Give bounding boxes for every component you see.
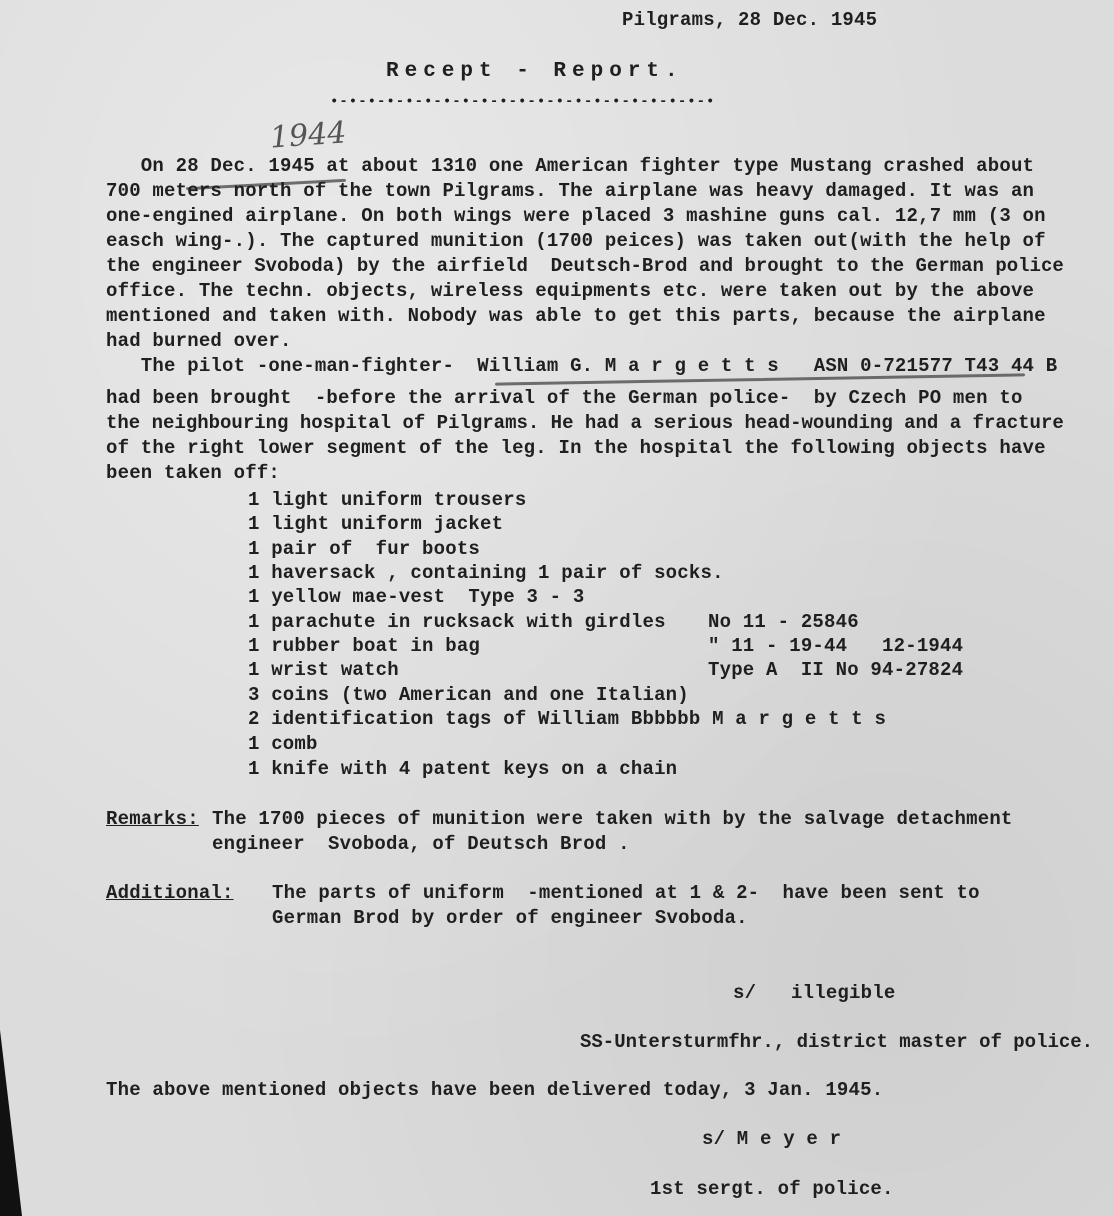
remarks-line: The 1700 pieces of munition were taken with by the salvage detachment	[212, 808, 1013, 830]
list-item: 1 pair of fur boots	[248, 538, 481, 560]
body-line: mentioned and taken with. Nobody was able to get this parts, because the airplane	[106, 305, 1046, 327]
list-item: 1 comb	[248, 733, 318, 755]
body-line: been taken off:	[106, 462, 281, 484]
additional-line: The parts of uniform -mentioned at 1 & 2- have been sent to	[272, 882, 980, 904]
body-line: the neighbouring hospital of Pilgrams. He had a serious head-wounding and a fracture	[106, 412, 1064, 434]
body-line: The pilot -one-man-fighter- William G. M a r g e t t s ASN 0-721577 T43 44 B	[106, 355, 1058, 377]
body-line: easch wing-.). The captured munition (1700 peices) was taken out(with the help of	[106, 230, 1046, 252]
list-item: 1 light uniform trousers	[248, 489, 527, 511]
list-item-reference: " 11 - 19-44 12-1944	[708, 635, 964, 657]
body-line: office. The techn. objects, wireless equipments etc. were taken out by the above	[106, 280, 1035, 302]
body-line: the engineer Svoboda) by the airfield Deutsch-Brod and brought to the German police	[106, 255, 1064, 277]
list-item: 1 wrist watch	[248, 659, 399, 681]
signature-title-sergeant: 1st sergt. of police.	[650, 1178, 894, 1200]
page-edge-shadow	[0, 1030, 22, 1216]
body-line: of the right lower segment of the leg. In the hospital the following objects have	[106, 437, 1046, 459]
list-item: 1 yellow mae-vest Type 3 - 3	[248, 586, 585, 608]
additional-line: German Brod by order of engineer Svoboda.	[272, 907, 748, 929]
body-line: had burned over.	[106, 330, 292, 352]
list-item: 1 parachute in rucksack with girdles	[248, 611, 666, 633]
remarks-label: Remarks:	[106, 808, 199, 830]
body-line: had been brought -before the arrival of the German police- by Czech PO men to	[106, 387, 1023, 409]
list-item-reference: No 11 - 25846	[708, 611, 859, 633]
signature-illegible: s/ illegible	[733, 982, 896, 1004]
list-item: 1 light uniform jacket	[248, 513, 504, 535]
list-item: 1 knife with 4 patent keys on a chain	[248, 758, 678, 780]
body-line: one-engined airplane. On both wings were placed 3 mashine guns cal. 12,7 mm (3 on	[106, 205, 1046, 227]
title-separator: •-•-•-•-•-•-•-•-•-•-•-•-•-•-•-•-•-•-•-•-•	[330, 94, 716, 110]
additional-label: Additional:	[106, 882, 234, 904]
list-item: 2 identification tags of William Bbbbbb M a r g e t t s	[248, 708, 887, 730]
delivery-statement: The above mentioned objects have been delivered today, 3 Jan. 1945.	[106, 1079, 884, 1101]
date-line: Pilgrams, 28 Dec. 1945	[622, 9, 878, 31]
document-title: Recept - Report.	[386, 60, 684, 83]
handwritten-year-annotation: 1944	[268, 115, 348, 156]
list-item: 1 haversack , containing 1 pair of socks.	[248, 562, 724, 584]
list-item: 3 coins (two American and one Italian)	[248, 684, 689, 706]
list-item-reference: Type A II No 94-27824	[708, 659, 964, 681]
remarks-line: engineer Svoboda, of Deutsch Brod .	[212, 833, 630, 855]
body-line: 700 meters north of the town Pilgrams. The airplane was heavy damaged. It was an	[106, 180, 1035, 202]
body-line: On 28 Dec. 1945 at about 1310 one American fighter type Mustang crashed about	[106, 155, 1035, 177]
signature-title-district-master: SS-Untersturmfhr., district master of police.	[580, 1031, 1094, 1053]
list-item: 1 rubber boat in bag	[248, 635, 481, 657]
signature-meyer: s/ M e y e r	[702, 1128, 842, 1150]
